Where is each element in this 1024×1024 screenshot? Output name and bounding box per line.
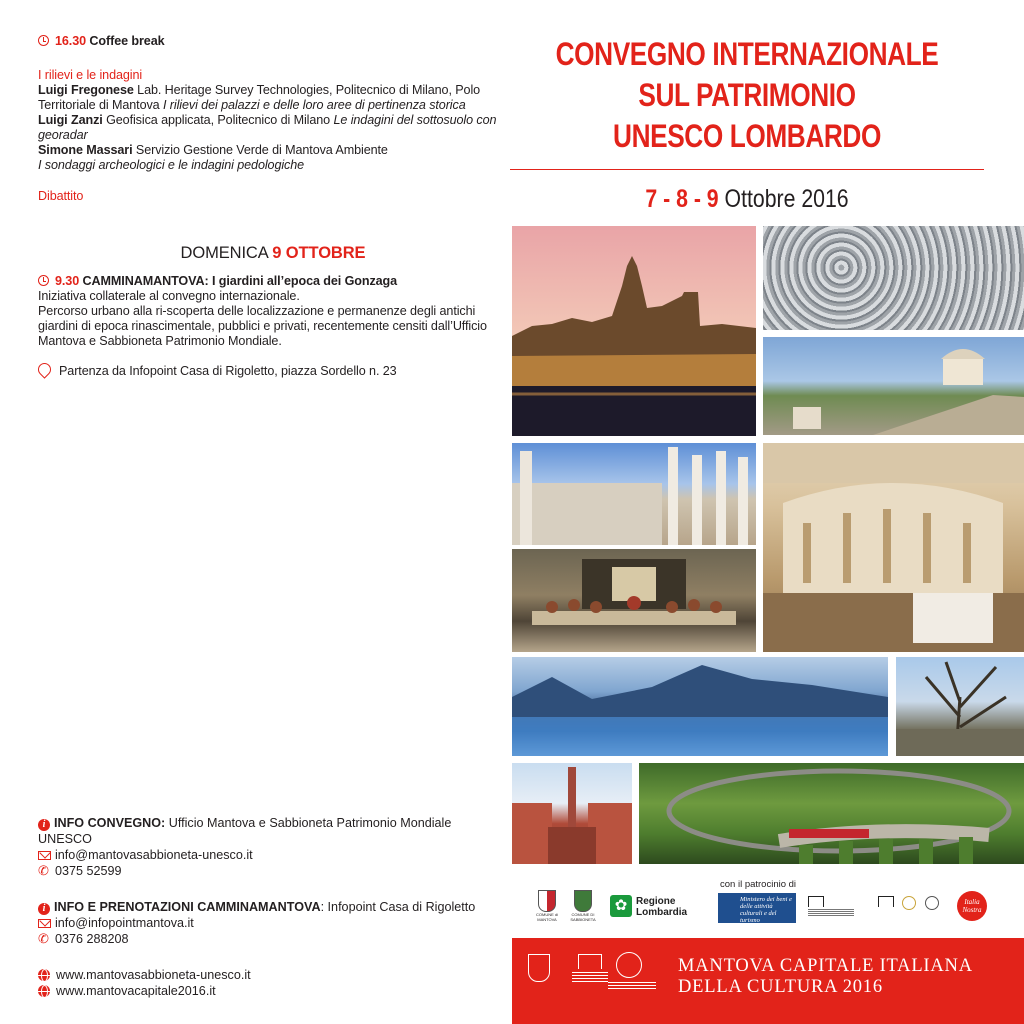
unesco-temple-icon (578, 954, 602, 969)
world-heritage-icon (925, 896, 939, 910)
capitale-cultura-title (678, 956, 973, 998)
photo-roman-ruins (512, 443, 756, 545)
coffee-time: 16.30 (55, 34, 87, 48)
departure-text: Partenza da Infopoint Casa di Rigoletto, piazza Sordello n. 23 (59, 364, 397, 378)
world-heritage-emblem-icon (616, 952, 642, 978)
talk-title: I sondaggi archeologici e le indagini pedologiche (38, 158, 305, 172)
dates-month: Ottobre 2016 (724, 185, 849, 213)
cammina-phone[interactable]: 0376 288208 (55, 932, 129, 946)
photo-crespi-chimney (512, 763, 632, 864)
photo-rock-carving (763, 226, 1024, 330)
website-1[interactable]: www.mantovasabbioneta-unesco.it (56, 968, 251, 982)
website-2-line (38, 983, 508, 999)
sacred-mount-graphic (763, 337, 1024, 435)
talk-speaker: Simone Massari (38, 143, 133, 157)
sunday-day: DOMENICA (180, 244, 268, 262)
info-icon: i (38, 819, 50, 831)
last-supper-graphic (512, 549, 756, 652)
unesco-caption (808, 909, 854, 917)
event-dates (547, 185, 947, 213)
italia-nostra-text: Italia Nostra (962, 898, 982, 914)
italia-nostra-logo (957, 891, 987, 921)
photo-bernina-viaduct (639, 763, 1024, 864)
talk-affiliation: Servizio Gestione Verde di Mantova Ambiente (135, 143, 388, 157)
title-divider (510, 169, 984, 170)
ministero-text: Ministero dei beni e delle attività culturali e del turismo (740, 896, 792, 924)
cammina-email-line (38, 915, 508, 931)
dates-numbers: 7 - 8 - 9 (645, 185, 719, 213)
location-pin-icon (35, 360, 53, 378)
talk-affiliation: Lab. Heritage Survey Technologies, Politecnico di Milano, Polo Territoriale di Mantova (38, 83, 481, 112)
unesco-temple-icon (808, 896, 824, 907)
lake-graphic (512, 657, 888, 756)
crest-icon (528, 954, 550, 982)
photo-lake-mountains (512, 657, 888, 756)
tree-graphic (896, 657, 1024, 756)
patronage-label: con il patrocinio di (720, 879, 797, 890)
title-line-3: UNESCO LOMBARDO (613, 118, 881, 154)
photo-last-supper (512, 549, 756, 652)
mantova-skyline-graphic (512, 226, 756, 436)
convegno-email-line (38, 847, 508, 863)
talk-2 (38, 113, 508, 143)
title-line-1: CONVEGNO INTERNAZIONALE (555, 36, 939, 72)
unesco-logo-2 (878, 896, 942, 918)
sabbioneta-crest-icon (574, 890, 592, 912)
phone-icon: ✆ (38, 932, 49, 947)
photo-teatro-olimpico (763, 443, 1024, 652)
debate-label: Dibattito (38, 189, 84, 203)
coffee-break-line (38, 34, 508, 49)
coffee-title: Coffee break (89, 34, 165, 48)
mantova-crest-icon (538, 890, 556, 912)
regione-line-2: Lombardia (636, 907, 688, 918)
photo-bare-tree (896, 657, 1024, 756)
unesco-logo-1 (808, 896, 854, 918)
info-icon: i (38, 903, 50, 915)
info-cammina-label: INFO E PRENOTAZIONI CAMMINAMANTOVA (54, 900, 321, 914)
band-unesco-logo (572, 954, 608, 990)
viaduct-graphic (639, 763, 1024, 864)
program-column (38, 34, 508, 379)
info-cammina-org: : Infopoint Casa di Rigoletto (320, 900, 476, 914)
talk-title: I rilievi dei palazzi e delle loro aree di pertinenza storica (163, 98, 466, 112)
theatre-graphic (763, 443, 1024, 652)
ministero-logo (718, 893, 796, 923)
clock-icon (38, 275, 49, 286)
website-1-line (38, 967, 508, 983)
section-heading: I rilievi e le indagini (38, 68, 143, 82)
comune-mantova-logo (534, 890, 560, 926)
sunday-heading (38, 243, 508, 263)
talk-affiliation: Geofisica applicata, Politecnico di Milano (106, 113, 331, 127)
clock-icon (38, 35, 49, 46)
talk-speaker: Luigi Zanzi (38, 113, 103, 127)
heritage-emblem-icon (902, 896, 916, 910)
website-2[interactable]: www.mantovacapitale2016.it (56, 984, 216, 998)
convegno-phone[interactable]: 0375 52599 (55, 864, 122, 878)
unesco-temple-icon (878, 896, 894, 907)
chimney-graphic (512, 763, 632, 864)
info-convegno-label: INFO CONVEGNO: (54, 816, 166, 830)
photo-sacred-mount (763, 337, 1024, 435)
ruins-graphic (512, 443, 756, 545)
talk-speaker: Luigi Fregonese (38, 83, 134, 97)
globe-icon (38, 985, 50, 997)
contacts-block (38, 815, 508, 999)
comune-sabbioneta-text: COMUNE DI SABBIONETA (570, 912, 596, 922)
regione-lombardia-logo (610, 895, 690, 919)
page-title (554, 34, 939, 157)
sunday-event: 9.30 CAMMINAMANTOVA: I giardini all’epoca dei Gonzaga Iniziativa collaterale al convegno internazionale. Percorso urbano alla ri-scoperta delle localizzazione e permanenze degli antichi giardini di epoca rinascimentale, pubblici e privati, recentemente censiti dall’Ufficio Mantova e Sabbioneta Patrimonio Mondiale. (38, 274, 487, 348)
event-time: 9.30 (55, 274, 80, 288)
photo-mantova-night (512, 226, 756, 436)
capitale-line-2: DELLA CULTURA 2016 (678, 977, 883, 997)
band-mantova-crest (526, 954, 552, 994)
talk-title: Le indagini del sottosuolo con georadar (38, 113, 497, 142)
unesco-band-caption (572, 972, 608, 982)
heritage-caption (608, 982, 656, 990)
cammina-email[interactable]: info@infopointmantova.it (55, 916, 194, 930)
cammina-phone-line (38, 931, 508, 948)
lombardia-rose-icon: ✿ (610, 895, 632, 917)
mail-icon (38, 919, 51, 928)
capitale-line-1: MANTOVA CAPITALE ITALIANA (678, 956, 973, 976)
talk-3 (38, 143, 508, 173)
event-desc-1: Iniziativa collaterale al convegno internazionale. (38, 289, 300, 303)
globe-icon (38, 969, 50, 981)
info-cammina-line (38, 899, 508, 915)
event-name: CAMMINAMANTOVA (82, 274, 205, 288)
title-line-2: SUL PATRIMONIO (638, 77, 856, 113)
event-desc-2: Percorso urbano alla ri-scoperta delle localizzazione e permanenze degli antichi giardini di epoca rinascimentale, pubblici e privati, recentemente censiti dall’Ufficio Mantova e Sabbioneta Patrimonio Mondiale. (38, 304, 487, 348)
convegno-email[interactable]: info@mantovasabbioneta-unesco.it (55, 848, 253, 862)
talk-1 (38, 83, 508, 113)
comune-sabbioneta-logo (569, 890, 597, 926)
info-convegno-org: Ufficio Mantova e Sabbioneta Patrimonio Mondiale UNESCO (38, 816, 452, 846)
mail-icon (38, 851, 51, 860)
departure-line (38, 363, 508, 379)
sunday-date: 9 OTTOBRE (272, 244, 366, 262)
comune-mantova-text: COMUNE di MANTOVA (535, 912, 558, 922)
regione-text (636, 896, 687, 918)
info-convegno-line (38, 815, 508, 847)
phone-icon: ✆ (38, 864, 49, 879)
regione-line-1: Regione (636, 896, 676, 907)
event-title: I giardini all’epoca dei Gonzaga (212, 274, 398, 288)
convegno-phone-line (38, 863, 508, 880)
